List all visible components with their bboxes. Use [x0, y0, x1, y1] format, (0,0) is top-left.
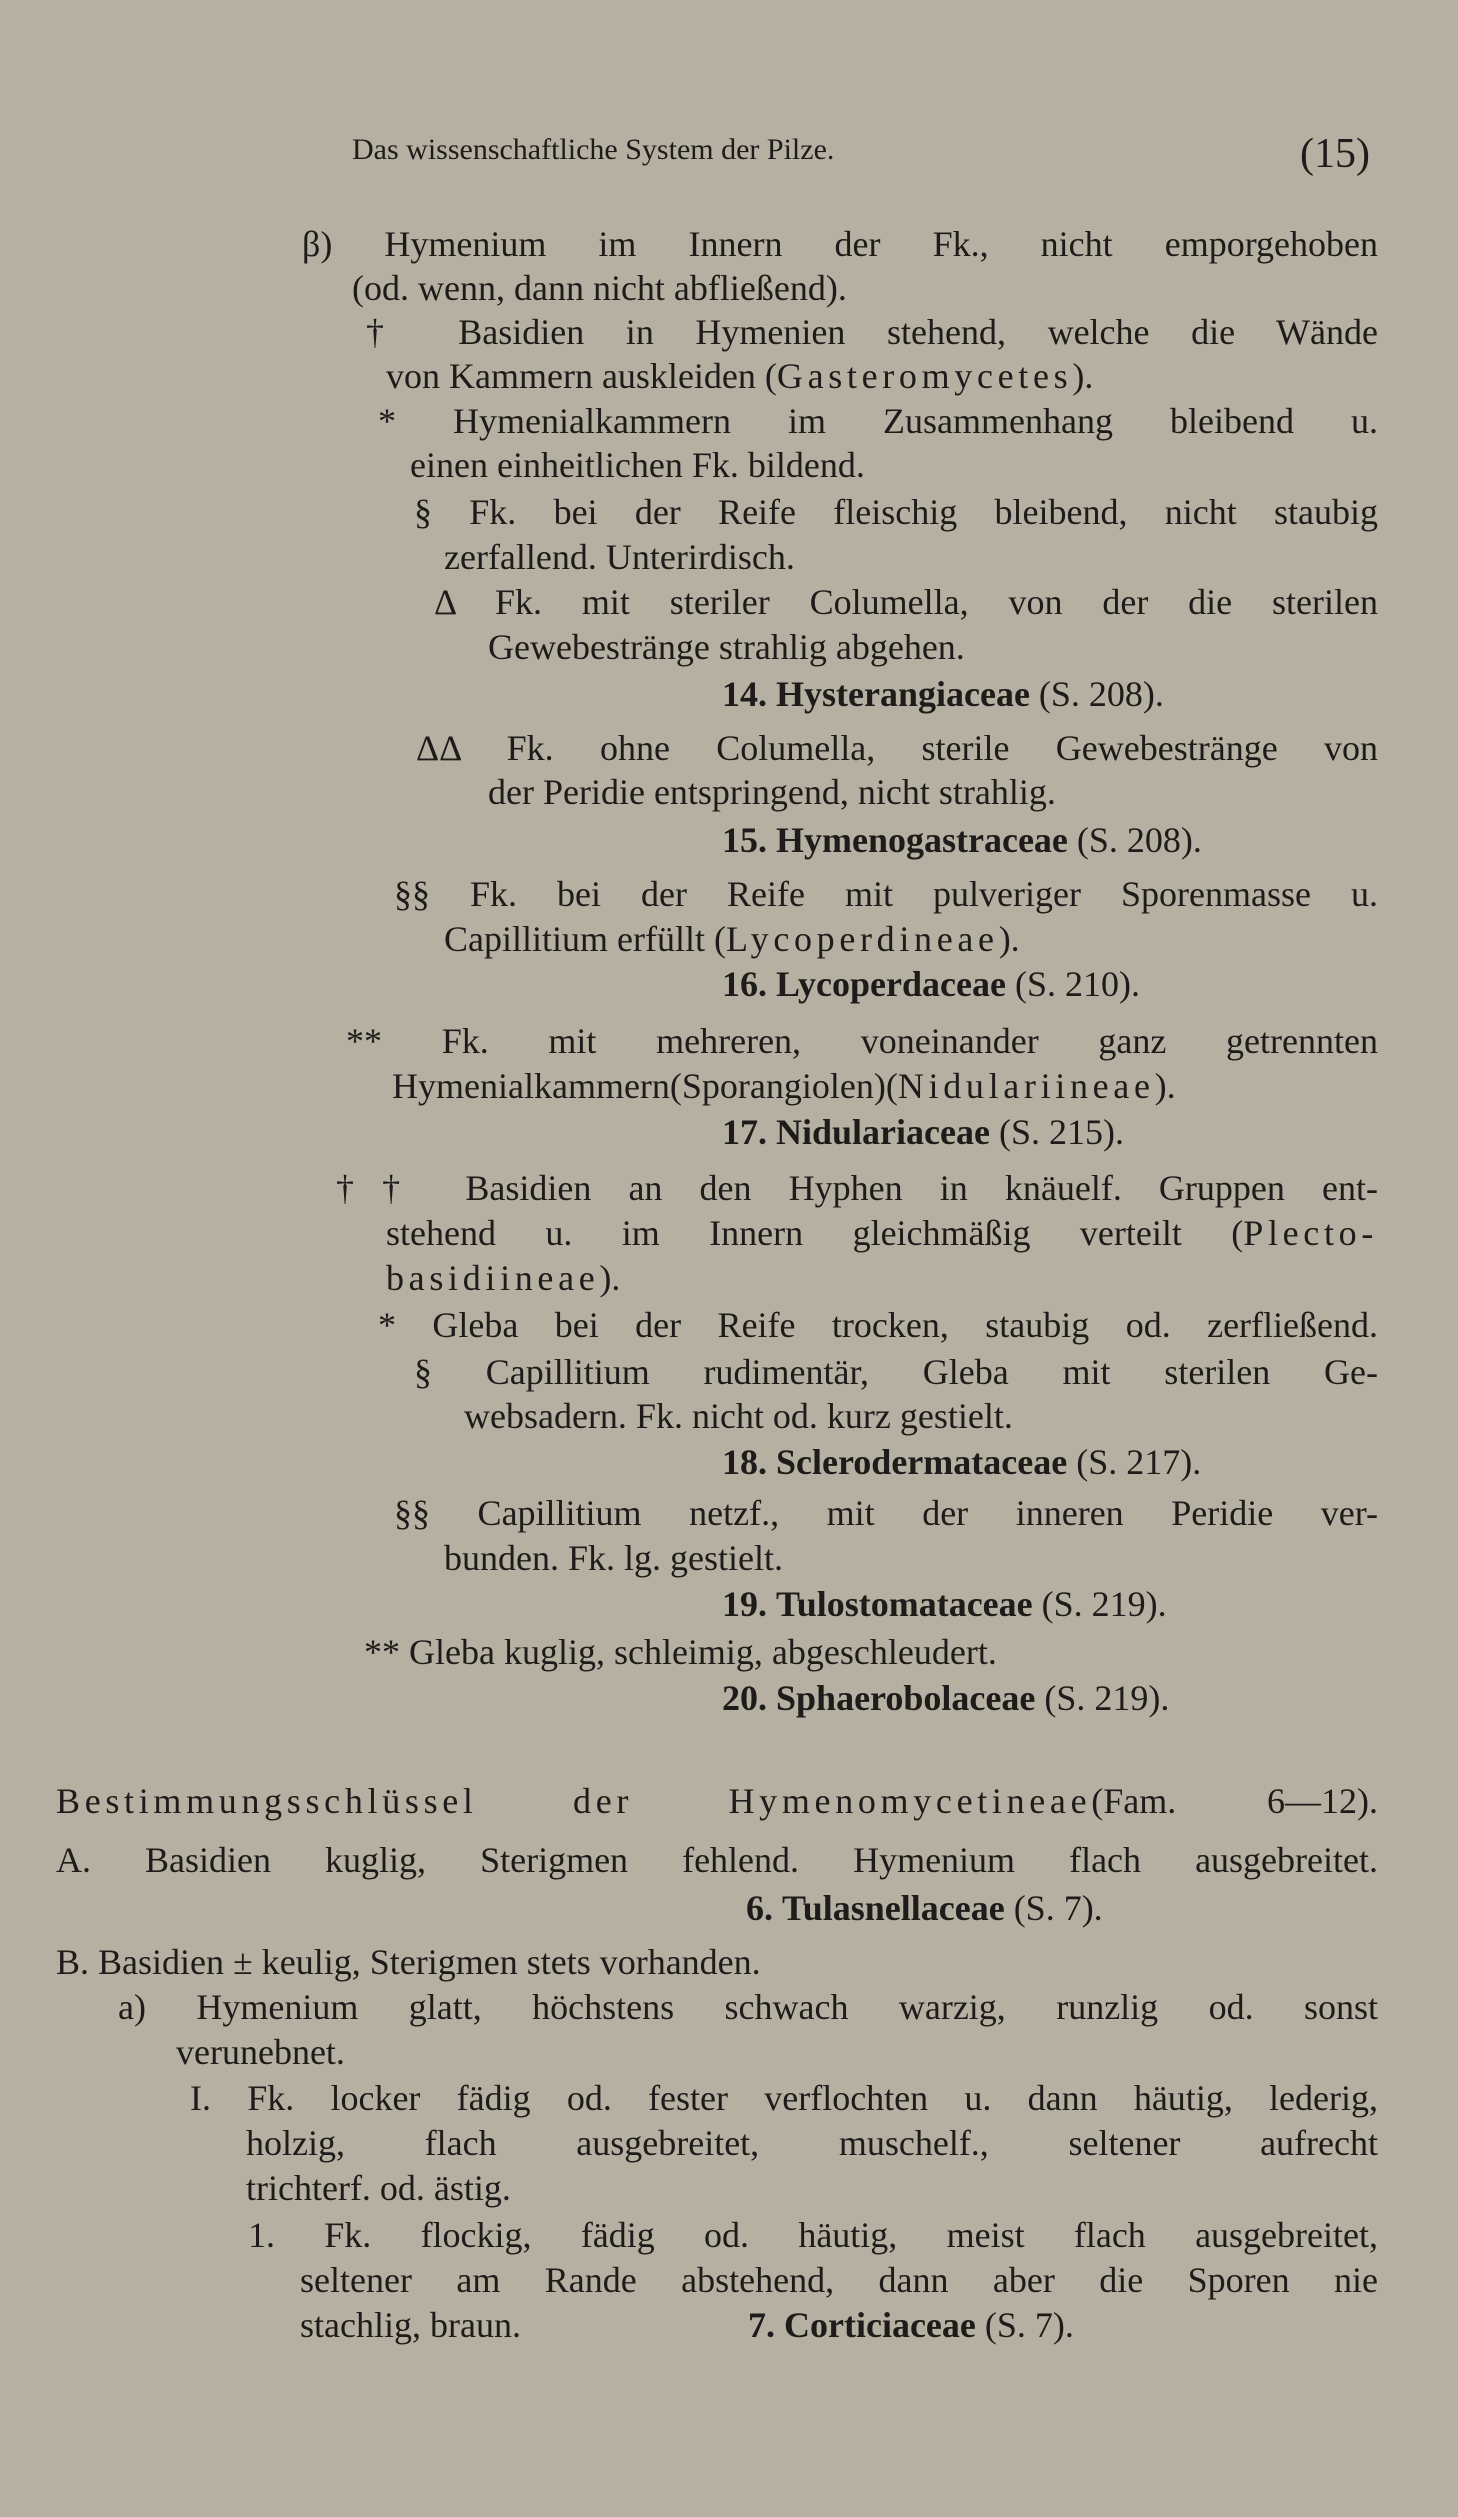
key-line: a) Hymenium glatt, höchstens schwach warzig, runzlig od. sonst	[118, 1987, 1378, 2027]
key-line: der Peridie entspringend, nicht strahlig.	[488, 772, 1056, 812]
family-entry: 19. Tulostomataceae (S. 219).	[722, 1584, 1167, 1624]
family-entry: 6. Tulasnellaceae (S. 7).	[746, 1888, 1103, 1928]
key-line: Δ Fk. mit steriler Columella, von der die sterilen	[434, 582, 1378, 622]
key-line: † Basidien in Hymenien stehend, welche die Wände	[366, 312, 1378, 352]
key-line: * Hymenialkammern im Zusammenhang bleibend u.	[378, 401, 1378, 441]
family-entry: 15. Hymenogastraceae (S. 208).	[722, 820, 1202, 860]
family-name: Hysterangiaceae	[776, 674, 1030, 714]
key-line: Hymenialkammern(Sporangiolen)(Nidulariineae).	[392, 1066, 1176, 1106]
key-line: * Gleba bei der Reife trocken, staubig od. zerfließend.	[378, 1305, 1378, 1345]
family-name: Hymenogastraceae	[776, 820, 1068, 860]
taxon-spaced: Lycoperdineae	[725, 919, 999, 959]
key-line: B. Basidien ± keulig, Sterigmen stets vorhanden.	[56, 1942, 761, 1982]
family-entry: 20. Sphaerobolaceae (S. 219).	[722, 1678, 1170, 1718]
family-name: Sphaerobolaceae	[776, 1678, 1036, 1718]
family-name: Nidulariaceae	[776, 1112, 990, 1152]
key-line: ΔΔ Fk. ohne Columella, sterile Gewebestränge von	[416, 728, 1378, 768]
taxon-spaced: Plecto-	[1243, 1213, 1378, 1253]
key-line: § Capillitium rudimentär, Gleba mit sterilen Ge-	[414, 1352, 1378, 1392]
key-line: einen einheitlichen Fk. bildend.	[410, 445, 865, 485]
key-line: §§ Fk. bei der Reife mit pulveriger Sporenmasse u.	[394, 874, 1378, 914]
taxon-spaced: Nidulariineae	[897, 1066, 1155, 1106]
family-entry: 16. Lycoperdaceae (S. 210).	[722, 964, 1140, 1004]
taxon-spaced: basidiineae	[386, 1258, 600, 1298]
family-entry: 14. Hysterangiaceae (S. 208).	[722, 674, 1164, 714]
key-line: ** Gleba kuglig, schleimig, abgeschleudert.	[364, 1632, 997, 1672]
key-line: Capillitium erfüllt (Lycoperdineae).	[444, 919, 1020, 959]
key-line: (od. wenn, dann nicht abfließend).	[352, 268, 847, 308]
key-line: 1. Fk. flockig, fädig od. häutig, meist flach ausgebreitet,	[248, 2215, 1378, 2255]
key-line: †† Basidien an den Hyphen in knäuelf. Gruppen ent-	[336, 1168, 1378, 1208]
key-line: zerfallend. Unterirdisch.	[444, 537, 795, 577]
key-line: seltener am Rande abstehend, dann aber die Sporen nie	[300, 2260, 1378, 2300]
family-entry: 17. Nidulariaceae (S. 215).	[722, 1112, 1124, 1152]
taxon-spaced: Gasteromycetes	[776, 356, 1073, 396]
page-number: (15)	[1300, 131, 1370, 177]
family-name: Sclerodermataceae	[776, 1442, 1068, 1482]
key-line: ** Fk. mit mehreren, voneinander ganz getrennten	[346, 1021, 1378, 1061]
family-entry: 7. Corticiaceae (S. 7).	[748, 2305, 1074, 2345]
key-line: websadern. Fk. nicht od. kurz gestielt.	[464, 1396, 1013, 1436]
key-line: §§ Capillitium netzf., mit der inneren Peridie ver-	[394, 1493, 1378, 1533]
key-line: Gewebestränge strahlig abgehen.	[488, 627, 965, 667]
key-line: verunebnet.	[176, 2032, 345, 2072]
key-line: bunden. Fk. lg. gestielt.	[444, 1538, 783, 1578]
key-line: von Kammern auskleiden (Gasteromycetes).	[386, 356, 1094, 396]
key-line: stehend u. im Innern gleichmäßig verteilt (Plecto-	[386, 1213, 1378, 1253]
family-name: Tulasnellaceae	[782, 1888, 1005, 1928]
key-line: I. Fk. locker fädig od. fester verflochten u. dann häutig, lederig,	[190, 2078, 1378, 2118]
key-line: A. Basidien kuglig, Sterigmen fehlend. Hymenium flach ausgebreitet.	[56, 1840, 1378, 1880]
key-line: holzig, flach ausgebreitet, muschelf., seltener aufrecht	[246, 2123, 1378, 2163]
key-line: stachlig, braun.	[300, 2305, 521, 2345]
family-name: Corticiaceae	[784, 2305, 976, 2345]
family-entry: 18. Sclerodermataceae (S. 217).	[722, 1442, 1202, 1482]
section-heading: Bestimmungsschlüssel der Hymenomycetineae(Fam. 6—12).	[56, 1781, 1379, 1821]
key-line: basidiineae).	[386, 1258, 621, 1298]
key-line: § Fk. bei der Reife fleischig bleibend, nicht staubig	[414, 492, 1378, 532]
running-header: Das wissenschaftliche System der Pilze.	[352, 133, 835, 166]
family-name: Tulostomataceae	[776, 1584, 1033, 1624]
key-line: β) Hymenium im Innern der Fk., nicht emporgehoben	[302, 224, 1378, 264]
family-name: Lycoperdaceae	[776, 964, 1006, 1004]
key-line: trichterf. od. ästig.	[246, 2168, 511, 2208]
